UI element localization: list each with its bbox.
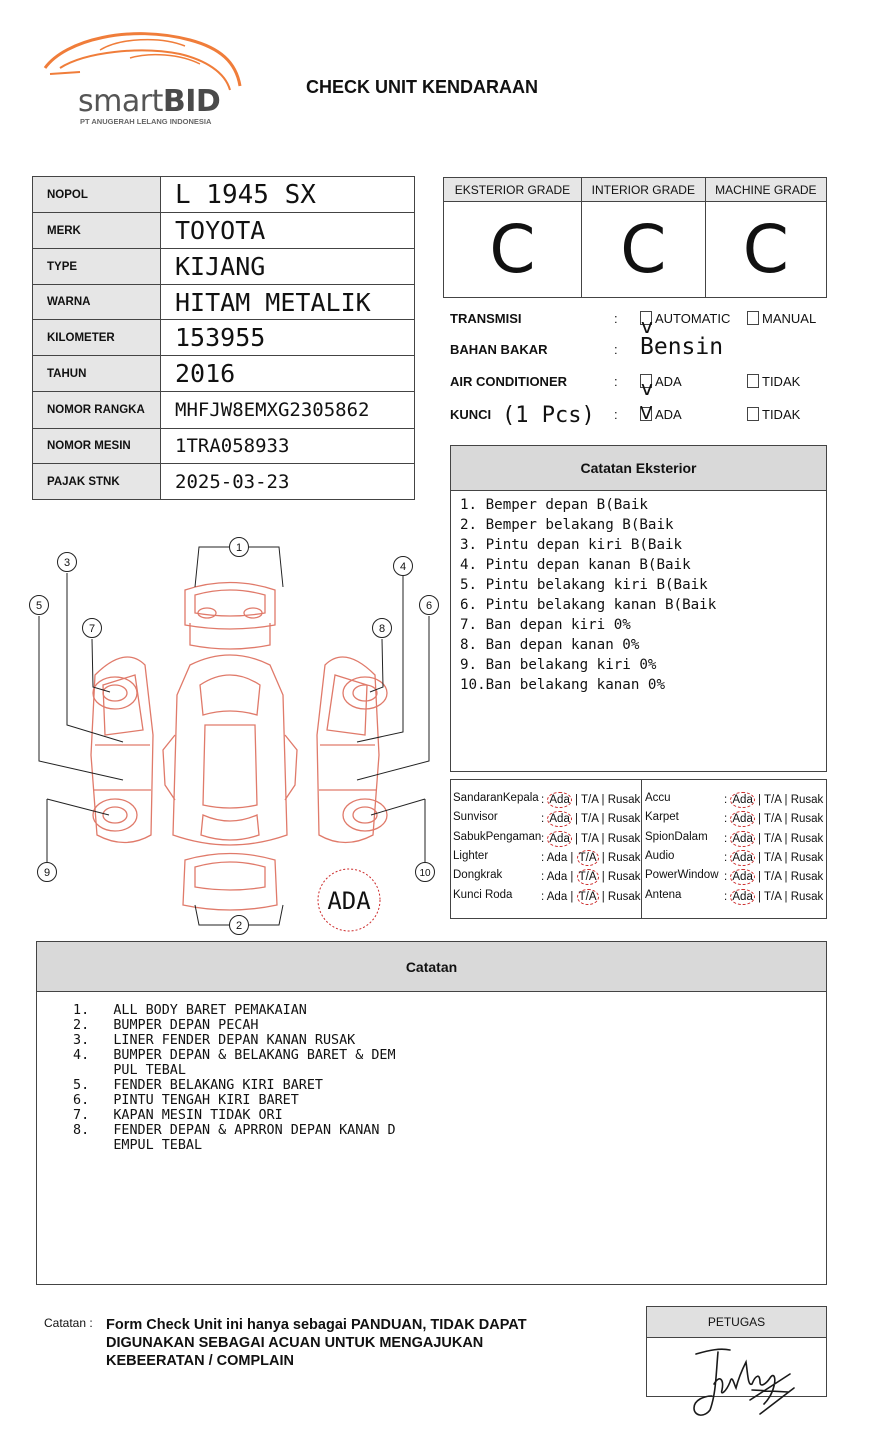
accessories-divider (641, 779, 642, 919)
exterior-note: 9. Ban belakang kiri 0% (460, 657, 657, 673)
exterior-note: 5. Pintu belakang kiri B(Baik (460, 577, 708, 593)
accessory-options (541, 869, 641, 885)
colon: : (724, 851, 731, 864)
accessory-options (724, 850, 823, 866)
option-separator: | (781, 851, 791, 864)
exterior-note: 1. Bemper depan B(Baik (460, 497, 648, 513)
accessory-option-ta[interactable]: T/A (578, 890, 597, 903)
accessory-options (724, 831, 823, 847)
accessory-row (645, 889, 681, 901)
colon: : (614, 374, 618, 389)
exterior-note: 4. Pintu depan kanan B(Baik (460, 557, 691, 573)
footer-label: Catatan : (44, 1316, 93, 1330)
accessory-name: SandaranKepala (453, 792, 539, 804)
label-nopol: NOPOL (33, 177, 161, 213)
accessory-option-ada[interactable]: Ada (732, 890, 753, 903)
value-nomor-mesin: 1TRA058933 (161, 429, 415, 464)
checkbox-manual[interactable] (747, 311, 759, 325)
car-outline (88, 583, 387, 911)
value-warna: HITAM METALIK (161, 285, 415, 320)
callout-number: 9 (43, 867, 51, 879)
label-warna: WARNA (33, 285, 161, 320)
colon: : (541, 832, 548, 845)
accessory-option-rusak[interactable]: Rusak (607, 813, 641, 826)
option-separator: | (598, 794, 608, 806)
officer-signature (690, 1344, 800, 1420)
option-separator: | (598, 890, 608, 903)
label-ac-tidak: TIDAK (762, 374, 801, 389)
accessory-options (724, 811, 823, 827)
value-pajak-stnk: 2025-03-23 (161, 464, 415, 500)
callout-number: 5 (35, 600, 43, 612)
callout-number: 7 (88, 623, 96, 635)
accessory-option-rusak[interactable]: Rusak (790, 813, 824, 826)
general-notes-list (37, 992, 826, 1153)
accessory-name: Dongkrak (453, 869, 503, 882)
exterior-note: 8. Ban depan kanan 0% (460, 637, 640, 653)
accessory-option-ta[interactable]: T/A (578, 851, 597, 864)
colon: : (724, 794, 731, 806)
accessory-option-ada[interactable]: Ada (546, 871, 568, 884)
accessory-option-ada[interactable]: Ada (546, 851, 568, 864)
accessory-option-rusak[interactable]: Rusak (790, 794, 824, 806)
option-separator: | (571, 832, 582, 845)
accessory-option-rusak[interactable]: Rusak (607, 832, 641, 845)
checkbox-ac-tidak[interactable] (747, 374, 759, 388)
vehicle-info-table (32, 176, 415, 500)
accessory-option-ta[interactable]: T/A (581, 832, 599, 845)
accessory-option-ada[interactable]: Ada (732, 851, 753, 864)
colon: : (541, 813, 548, 826)
exterior-note: 10.Ban belakang kanan 0% (460, 677, 665, 693)
general-notes-panel (36, 941, 827, 1285)
accessory-name: Sunvisor (453, 811, 498, 824)
callout-number: 3 (63, 557, 71, 569)
label-manual: MANUAL (762, 311, 817, 326)
value-bahan-bakar: Bensin (640, 334, 724, 360)
accessory-option-rusak[interactable]: Rusak (790, 890, 824, 903)
officer-label: PETUGAS (647, 1307, 826, 1338)
accessory-option-ta[interactable]: T/A (578, 871, 597, 884)
general-note: 2. BUMPER DEPAN PECAH (65, 1018, 259, 1033)
label-kilometer: KILOMETER (33, 320, 161, 356)
accessory-options (541, 811, 640, 827)
accessory-option-ada[interactable]: Ada (546, 890, 568, 903)
general-note: EMPUL TEBAL (65, 1138, 203, 1153)
accessory-row (453, 831, 541, 843)
exterior-notes-panel (450, 445, 827, 772)
accessory-name: SabukPengaman (453, 830, 542, 843)
accessory-option-ada[interactable]: Ada (732, 794, 753, 806)
accessory-name: PowerWindow (645, 869, 719, 882)
callout-leaders (39, 547, 429, 925)
label-nomor-mesin: NOMOR MESIN (33, 429, 161, 464)
option-separator: | (571, 813, 582, 826)
accessory-option-ta[interactable]: T/A (764, 794, 782, 806)
accessory-option-ada[interactable]: Ada (732, 832, 753, 845)
accessory-row (645, 869, 719, 881)
general-note: 5. FENDER BELAKANG KIRI BARET (65, 1078, 323, 1093)
colon: : (541, 851, 547, 864)
accessory-name: Audio (645, 849, 675, 862)
accessory-name: Accu (645, 792, 671, 804)
accessory-option-ada[interactable]: Ada (549, 832, 570, 845)
option-separator: | (598, 871, 608, 884)
callout-number: 2 (235, 920, 243, 932)
accessory-options (541, 792, 640, 808)
option-separator: | (598, 851, 608, 864)
colon: : (541, 890, 547, 903)
accessory-options (724, 792, 823, 808)
label-kunci-ada: ADA (655, 407, 682, 422)
grade-header-interior: INTERIOR GRADE (581, 178, 705, 202)
page-title: CHECK UNIT KENDARAAN (306, 77, 538, 97)
checkbox-kunci-tidak[interactable] (747, 407, 759, 421)
grade-value-exterior: C (444, 202, 582, 298)
general-note: 1. ALL BODY BARET PEMAKAIAN (65, 1003, 307, 1018)
callout-number: 1 (235, 542, 243, 554)
label-bahan-bakar: BAHAN BAKAR (450, 342, 548, 357)
label-kunci: KUNCI (450, 407, 492, 422)
accessory-options (541, 831, 640, 847)
label-nomor-rangka: NOMOR RANGKA (33, 392, 161, 429)
accessory-options (541, 850, 641, 866)
exterior-note: 7. Ban depan kiri 0% (460, 617, 631, 633)
accessory-options (724, 869, 823, 885)
footer-disclaimer: Form Check Unit ini hanya sebagai PANDUAN, TIDAK DAPAT DIGUNAKAN SEBAGAI ACUAN UNTUK MENGAJUKAN KEBEERATAN / COMPLAIN (106, 1317, 527, 1369)
callout-number: 6 (425, 600, 433, 612)
accessory-option-ta[interactable]: T/A (764, 871, 782, 884)
accessory-options (724, 889, 823, 905)
option-separator: | (567, 871, 577, 884)
label-ac: AIR CONDITIONER (450, 374, 567, 389)
general-note: 7. KAPAN MESIN TIDAK ORI (65, 1108, 283, 1123)
option-separator: | (781, 832, 791, 845)
label-pajak-stnk: PAJAK STNK (33, 464, 161, 500)
accessory-option-rusak[interactable]: Rusak (790, 871, 824, 884)
colon: : (724, 813, 731, 826)
option-separator: | (754, 851, 765, 864)
label-transmisi: TRANSMISI (450, 311, 522, 326)
logo-wordmark: smartBID (78, 84, 221, 119)
option-separator: | (754, 890, 765, 903)
accessory-option-ta[interactable]: T/A (764, 813, 782, 826)
grade-value-interior: C (581, 202, 705, 298)
colon: : (614, 342, 618, 357)
accessory-name: Lighter (453, 849, 489, 862)
accessory-option-ta[interactable]: T/A (581, 794, 599, 806)
colon: : (724, 832, 731, 845)
accessory-row (645, 831, 708, 843)
general-note: 3. LINER FENDER DEPAN KANAN RUSAK (65, 1033, 356, 1048)
accessory-option-rusak[interactable]: Rusak (607, 890, 641, 903)
colon: : (724, 871, 731, 884)
accessory-option-ada[interactable]: Ada (732, 871, 753, 884)
exterior-notes-title: Catatan Eksterior (451, 446, 826, 491)
accessory-name: Kunci Roda (453, 888, 513, 901)
check-mark-automatic: v (641, 314, 653, 338)
option-separator: | (754, 832, 765, 845)
grade-value-machine: C (705, 202, 826, 298)
option-separator: | (781, 794, 791, 806)
value-tahun: 2016 (161, 356, 415, 392)
accessory-option-rusak[interactable]: Rusak (607, 871, 641, 884)
accessory-option-ada[interactable]: Ada (549, 813, 570, 826)
callout-number: 10 (419, 868, 431, 879)
general-note: 4. BUMPER DEPAN & BELAKANG BARET & DEM (65, 1048, 396, 1063)
exterior-notes-list (451, 491, 826, 695)
label-kunci-tidak: TIDAK (762, 407, 801, 422)
check-mark-ac: v (641, 376, 653, 400)
colon: : (614, 311, 618, 326)
option-separator: | (754, 871, 765, 884)
option-separator: | (754, 813, 765, 826)
option-separator: | (781, 890, 791, 903)
accessory-option-ta[interactable]: T/A (764, 832, 782, 845)
label-merk: MERK (33, 213, 161, 249)
label-type: TYPE (33, 249, 161, 285)
accessory-option-rusak[interactable]: Rusak (607, 794, 641, 806)
value-merk: TOYOTA (161, 213, 415, 249)
colon: : (724, 890, 731, 903)
label-ac-ada: ADA (655, 374, 682, 389)
accessory-row (453, 811, 498, 823)
accessory-option-rusak[interactable]: Rusak (607, 851, 641, 864)
general-note: PUL TEBAL (65, 1063, 186, 1078)
check-mark-kunci: V (640, 403, 653, 424)
option-separator: | (598, 813, 608, 826)
accessory-option-ta[interactable]: T/A (764, 851, 782, 864)
accessory-option-ada[interactable]: Ada (732, 813, 753, 826)
accessory-option-ada[interactable]: Ada (549, 794, 570, 806)
grade-header-machine: MACHINE GRADE (705, 178, 826, 202)
value-kunci-count: (1 Pcs) (502, 403, 595, 428)
grade-header-exterior: EKSTERIOR GRADE (444, 178, 582, 202)
accessory-option-rusak[interactable]: Rusak (790, 832, 824, 845)
colon: : (614, 407, 618, 422)
option-separator: | (567, 890, 577, 903)
general-note: 8. FENDER DEPAN & APRRON DEPAN KANAN D (65, 1123, 396, 1138)
option-separator: | (781, 871, 791, 884)
accessory-row (453, 850, 488, 862)
value-nomor-rangka: MHFJW8EMXG2305862 (161, 392, 415, 429)
accessory-option-rusak[interactable]: Rusak (790, 851, 824, 864)
general-notes-title: Catatan (37, 942, 826, 992)
exterior-note: 6. Pintu belakang kanan B(Baik (460, 597, 717, 613)
option-separator: | (754, 794, 765, 806)
accessory-options (541, 889, 641, 905)
callout-number: 8 (378, 623, 386, 635)
option-separator: | (567, 851, 577, 864)
value-type: KIJANG (161, 249, 415, 285)
logo-company: PT ANUGERAH LELANG INDONESIA (80, 117, 212, 126)
accessory-option-ta[interactable]: T/A (581, 813, 599, 826)
label-automatic: AUTOMATIC (655, 311, 731, 326)
option-separator: | (571, 794, 582, 806)
option-separator: | (598, 832, 608, 845)
exterior-note: 2. Bemper belakang B(Baik (460, 517, 674, 533)
car-damage-diagram (25, 535, 445, 940)
accessory-row (645, 792, 671, 804)
callout-markers (30, 538, 439, 935)
grade-table (443, 177, 827, 298)
accessory-name: Antena (645, 888, 682, 901)
colon: : (541, 794, 548, 806)
accessory-name: Karpet (645, 811, 679, 824)
value-nopol: L 1945 SX (161, 177, 415, 213)
callout-number: 4 (399, 561, 407, 573)
value-kilometer: 153955 (161, 320, 415, 356)
colon: : (541, 871, 547, 884)
label-tahun: TAHUN (33, 356, 161, 392)
accessory-option-ta[interactable]: T/A (764, 890, 782, 903)
stamp-text: ADA (327, 887, 371, 915)
accessory-name: SpionDalam (645, 830, 708, 843)
option-separator: | (781, 813, 791, 826)
accessory-row (645, 850, 674, 862)
accessory-row (453, 792, 539, 804)
accessory-row (645, 811, 679, 823)
general-note: 6. PINTU TENGAH KIRI BARET (65, 1093, 299, 1108)
accessory-row (453, 869, 502, 881)
exterior-note: 3. Pintu depan kiri B(Baik (460, 537, 683, 553)
accessory-row (453, 889, 512, 901)
